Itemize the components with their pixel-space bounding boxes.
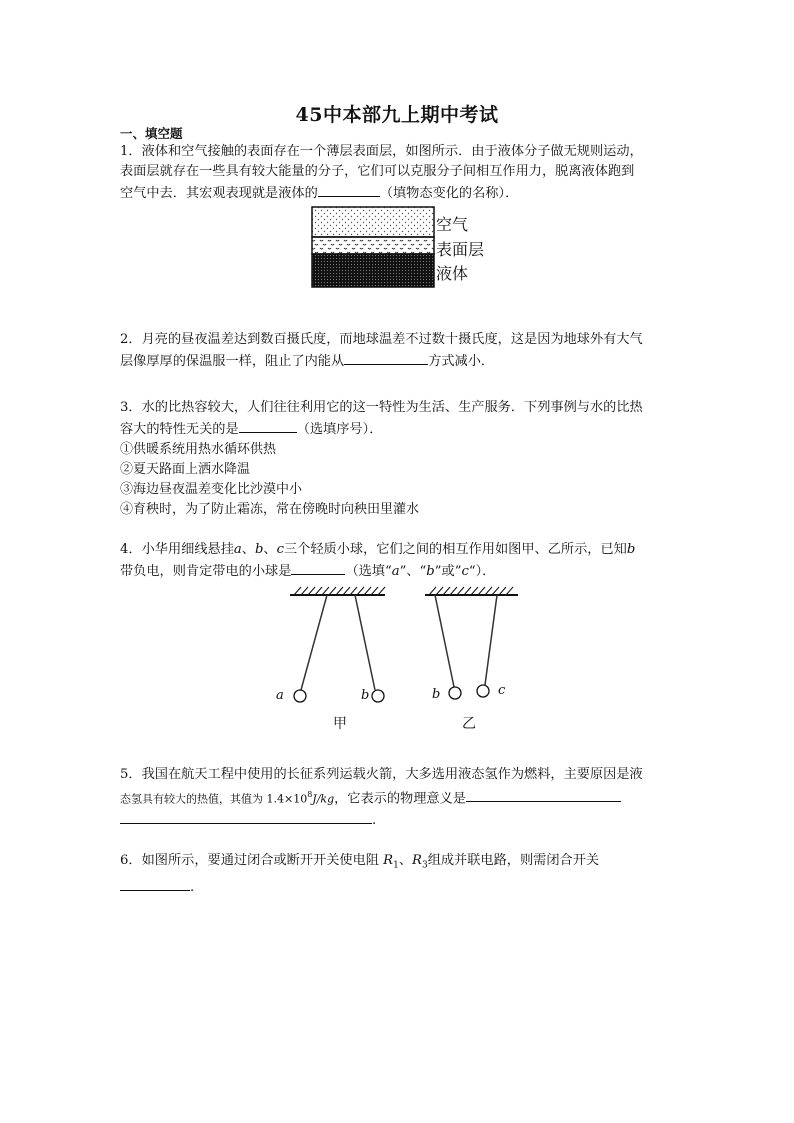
q3-line-1: 3．水的比热容较大，人们往往利用它的这一特性为生活、生产服务．下列事例与水的比热 — [120, 400, 643, 415]
q5-answer-blank-2[interactable] — [120, 809, 372, 824]
q3-text-b: （选填序号）． — [296, 422, 383, 437]
q4-var-c: c — [276, 542, 284, 557]
q3-option-4: ④育秧时，为了防止霜冻，常在傍晚时向秧田里灌水 — [120, 502, 420, 517]
ball-a-label: a — [276, 688, 284, 703]
q6-end: . — [190, 879, 195, 895]
q6-answer-blank[interactable] — [120, 876, 190, 891]
q4-text-a: 4．小华用细线悬挂 — [120, 542, 234, 557]
surface-label: 表面层 — [436, 240, 485, 259]
question-2 — [120, 330, 680, 372]
q5-unit: J/kg — [312, 792, 335, 806]
q6-sep: 、 — [398, 853, 413, 868]
q4-opt-b: b — [426, 564, 435, 579]
section-heading: 一、填空题 — [120, 126, 183, 141]
q1-line-3 — [120, 182, 680, 204]
q4-answer-blank[interactable] — [291, 560, 345, 575]
question-1 — [120, 142, 680, 204]
air-label: 空气 — [436, 215, 469, 234]
q5-line-2 — [120, 785, 680, 809]
q6-r1-sub: 1 — [393, 860, 399, 871]
q4-text-f: ”或 — [434, 564, 455, 579]
thread-a — [301, 595, 327, 690]
q4-sep-2: 、 — [263, 542, 277, 557]
q3-line-2 — [120, 418, 680, 440]
q5-answer-blank-1[interactable] — [466, 787, 621, 802]
ball-b-left — [372, 690, 384, 702]
q4-opt-a: a — [391, 564, 400, 579]
q4-text-g: ” — [454, 564, 462, 579]
q6-r3: R — [412, 853, 422, 868]
layers-diagram — [311, 206, 435, 288]
question-4 — [120, 540, 680, 582]
liquid-label: 液体 — [436, 264, 469, 283]
q5-text-b: ，它表示的物理意义是 — [334, 791, 466, 807]
q2-line-1: 2．月亮的昼夜温差达到数百摄氏度，而地球温差不过数十摄氏度，这是因为地球外有大气 — [120, 332, 643, 347]
q3-option-3: ③海边昼夜温差变化比沙漠中小 — [120, 482, 303, 497]
q6-text-a: 6．如图所示，要通过闭合或断开开关使电阻 — [120, 853, 379, 868]
ball-a — [294, 690, 306, 702]
thread-c — [485, 595, 497, 685]
ball-b-left-label: b — [361, 688, 370, 703]
q4-text-d: （选填“ — [345, 564, 392, 579]
q2-text-a: 层像厚厚的保温服一样，阻止了内能从 — [120, 354, 345, 369]
q5-text-a: 态氢具有较大的热值，其值为 1.4×10 — [120, 792, 308, 806]
q4-text-c: 带负电，则肯定带电的小球是 — [120, 564, 292, 579]
pendulum-diagram — [270, 585, 530, 735]
q4-var-b: b — [254, 542, 264, 557]
q3-option-2: ②夏天路面上洒水降温 — [120, 462, 251, 477]
question-5 — [120, 765, 680, 831]
q4-opt-c: c — [461, 564, 469, 579]
q4-text-b: 三个轻质小球，它们之间的相互作用如图甲、乙所示，已知 — [283, 542, 627, 557]
q6-line-1 — [120, 851, 680, 876]
left-support — [290, 587, 385, 595]
question-6 — [120, 851, 680, 898]
q4-var-a: a — [233, 542, 242, 557]
q4-text-h: “）． — [468, 564, 496, 579]
ball-b-right — [449, 687, 461, 699]
q1-text-a: 空气中去．其宏观表现就是液体的 — [120, 186, 318, 201]
q3-text-a: 容大的特性无关的是 — [120, 422, 239, 437]
q2-text-b: 方式减小． — [428, 354, 495, 369]
question-3 — [120, 398, 680, 520]
q4-sep-1: 、 — [241, 542, 255, 557]
q2-line-2 — [120, 350, 680, 372]
caption-right: 乙 — [462, 716, 476, 732]
q1-answer-blank[interactable] — [318, 182, 380, 197]
air-layer — [312, 207, 434, 237]
q4-var-b2: b — [626, 542, 636, 557]
q4-line-1 — [120, 540, 680, 560]
page-title: 45中本部九上期中考试 — [295, 104, 499, 126]
ball-b-right-label: b — [432, 687, 441, 702]
caption-left: 甲 — [333, 716, 347, 732]
q4-line-2 — [120, 560, 680, 582]
surface-layer — [312, 237, 434, 254]
q1-line-1: 1．液体和空气接触的表面存在一个薄层表面层，如图所示．由于液体分子做无规则运动， — [120, 144, 643, 159]
q1-line-2: 表面层就存在一些具有较大能量的分子，它们可以克服分子间相互作用力，脱离液体跑到 — [120, 164, 635, 179]
right-support — [425, 587, 518, 595]
q5-exponent: 8 — [307, 790, 313, 799]
q1-text-b: （填物态变化的名称）． — [379, 186, 519, 201]
q1-figure — [311, 206, 491, 288]
q6-r1: R — [383, 853, 394, 868]
q3-answer-blank[interactable] — [239, 418, 297, 433]
q5-end: . — [372, 813, 377, 829]
thread-b-left — [355, 595, 375, 690]
q3-option-1: ①供暖系统用热水循环供热 — [120, 442, 277, 457]
liquid-layer — [312, 254, 434, 287]
thread-b-right — [435, 595, 454, 687]
ball-c — [477, 685, 489, 697]
q4-figure — [270, 585, 530, 735]
q6-line-2 — [120, 876, 680, 898]
q5-line-3 — [120, 809, 680, 831]
q4-text-e: ”、“ — [399, 564, 427, 579]
q5-line-1: 5．我国在航天工程中使用的长征系列运载火箭，大多选用液态氢作为燃料，主要原因是液 — [120, 767, 643, 782]
q6-r3-sub: 3 — [421, 860, 428, 871]
q6-text-b: 组成并联电路，则需闭合开关 — [427, 853, 600, 868]
q2-answer-blank[interactable] — [344, 350, 428, 365]
ball-c-label: c — [498, 683, 506, 698]
